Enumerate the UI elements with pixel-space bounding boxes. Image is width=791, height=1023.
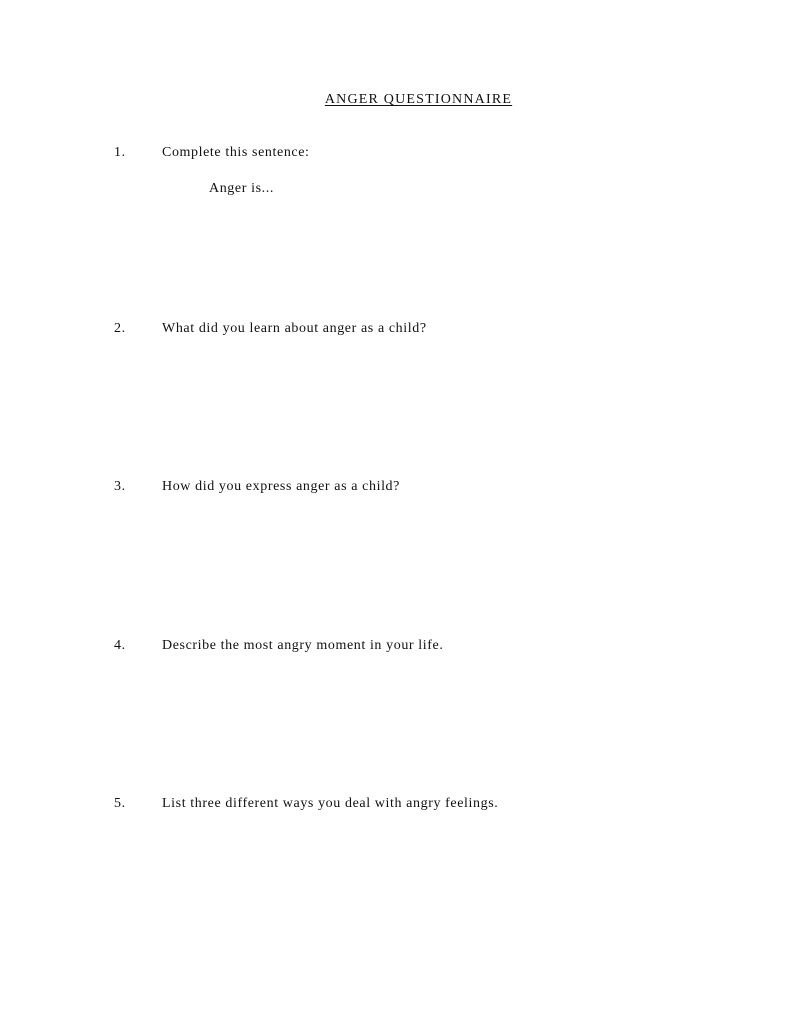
question-text: What did you learn about anger as a child? <box>162 321 427 336</box>
question-number: 3. <box>114 479 126 494</box>
question-text: Complete this sentence: <box>162 145 310 160</box>
question-number: 2. <box>114 321 126 336</box>
sentence-prompt: Anger is... <box>209 181 274 196</box>
question-text: How did you express anger as a child? <box>162 479 400 494</box>
question-number: 5. <box>114 796 126 811</box>
page-title: ANGER QUESTIONNAIRE <box>324 92 513 107</box>
question-text: Describe the most angry moment in your life. <box>162 638 444 653</box>
question-number: 4. <box>114 638 126 653</box>
question-number: 1. <box>114 145 126 160</box>
question-text: List three different ways you deal with angry feelings. <box>162 796 499 811</box>
